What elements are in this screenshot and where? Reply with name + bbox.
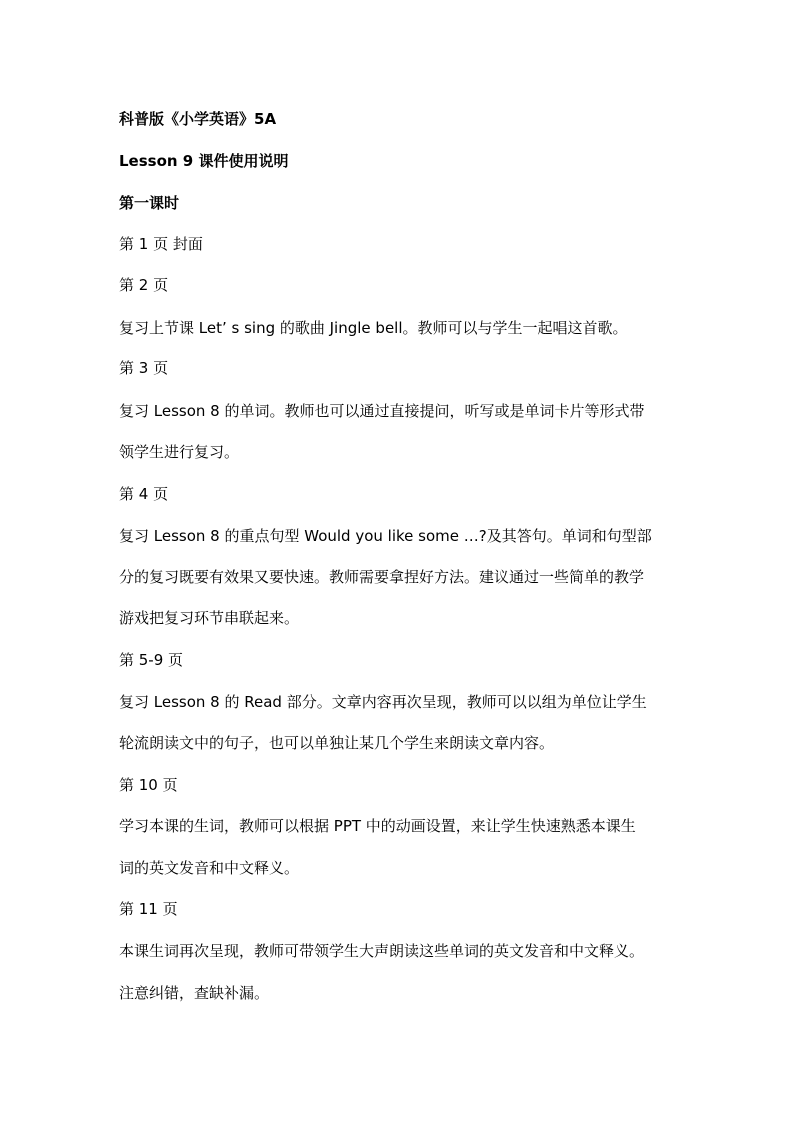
- paragraph-line: 本课生词再次呈现，教师可带领学生大声朗读这些单词的英文发音和中文释义。: [119, 942, 645, 960]
- page-heading-1: 第 1 页 封面: [119, 235, 203, 253]
- paragraph-line: 复习 Lesson 8 的单词。教师也可以通过直接提问，听写或是单词卡片等形式带: [119, 402, 645, 420]
- paragraph-line: 复习 Lesson 8 的重点句型 Would you like some …?及其答句。单词和句型部: [119, 527, 652, 545]
- paragraph-line: 复习上节课 Let’ s sing 的歌曲 Jingle bell。教师可以与学生一起唱这首歌。: [119, 319, 628, 337]
- page-heading-2: 第 2 页: [119, 276, 169, 294]
- page-heading-5-9: 第 5-9 页: [119, 651, 184, 669]
- document-title: 科普版《小学英语》5A: [119, 110, 277, 128]
- page-heading-3: 第 3 页: [119, 359, 169, 377]
- page-heading-11: 第 11 页: [119, 900, 178, 918]
- paragraph-line: 复习 Lesson 8 的 Read 部分。文章内容再次呈现，教师可以以组为单位让学生: [119, 693, 647, 711]
- paragraph-line: 学习本课的生词，教师可以根据 PPT 中的动画设置，来让学生快速熟悉本课生: [119, 817, 636, 835]
- paragraph-line: 游戏把复习环节串联起来。: [119, 609, 300, 627]
- page-heading-4: 第 4 页: [119, 485, 169, 503]
- paragraph-line: 领学生进行复习。: [119, 443, 240, 461]
- page-heading-10: 第 10 页: [119, 776, 178, 794]
- paragraph-line: 注意纠错，查缺补漏。: [119, 984, 270, 1002]
- section-heading: 第一课时: [119, 194, 180, 212]
- lesson-subtitle: Lesson 9 课件使用说明: [119, 152, 289, 170]
- paragraph-line: 轮流朗读文中的句子，也可以单独让某几个学生来朗读文章内容。: [119, 734, 555, 752]
- paragraph-line: 词的英文发音和中文释义。: [119, 859, 300, 877]
- paragraph-line: 分的复习既要有效果又要快速。教师需要拿捏好方法。建议通过一些简单的教学: [119, 568, 645, 586]
